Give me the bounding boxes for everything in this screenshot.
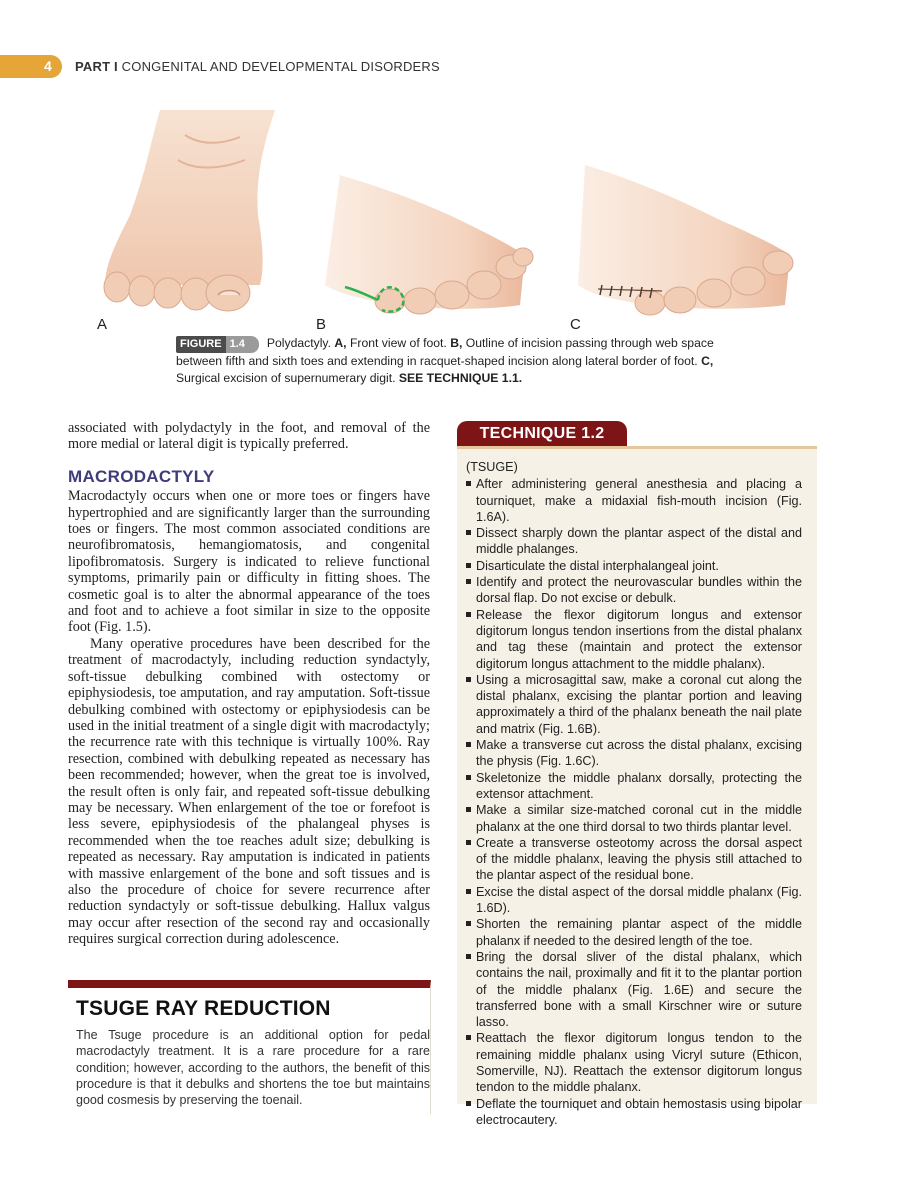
macrodactyly-paragraph-2: Many operative procedures have been described for the treatment of macrodactyly, including reduction syndactyly, soft-tissue debulking combined with ostectomy or epiphysiodesis, toe amputation, and ray amputation. Soft-tissue debulking combined with ostectomy or epiphysiodesis can be used in the initial treatment of a single digit with macrodactyly; the recurrence rate with this technique is virtually 100%. Ray resection, combined with debulking repeated as necessary has been recommended; however, when the great toe is involved, the result often is only fair, and repeated soft-tissue debulking may be necessary. When enlargement of the toe or forefoot is less severe, epiphysiodesis of the phalangeal physes is recommended when the toe reaches adult size; debulking is repeated as necessary. Ray amputation is indicated in patients with massive enlargement of the bone and soft tissues and is also the procedure of choice for severe recurrence after reduction syndactyly or soft-tissue debulking. Hallux valgus may occur after resection of the second ray and occasionally requires surgical correction during adolescence.	[68, 635, 430, 948]
tsuge-box-title: TSUGE RAY REDUCTION	[76, 997, 331, 1020]
section-heading-macrodactyly: MACRODACTYLY	[68, 466, 215, 486]
foot-illustration	[90, 105, 810, 330]
technique-step: Create a transverse osteotomy across the dorsal aspect of the middle phalanx, leaving the physis still attached to the plantar aspect of the residual bone.	[466, 835, 802, 884]
intro-paragraph: associated with polydactyly in the foot, and removal of the more medial or lateral digit is typically preferred.	[68, 420, 430, 453]
technique-step: Excise the distal aspect of the dorsal middle phalanx (Fig. 1.6D).	[466, 884, 802, 917]
technique-steps	[466, 476, 802, 1128]
technique-step: Make a similar size-matched coronal cut in the middle phalanx at the one third dorsal to two thirds plantar level.	[466, 802, 802, 835]
macrodactyly-paragraph-1: Macrodactyly occurs when one or more toes or fingers have hypertrophied and are significantly larger than the surrounding toes or fingers. The most common associated conditions are neurofibromatosis, hemangiomatosis, and congenital lipofibromatosis. Surgery is indicated to relieve functional symptoms, primarily pain or difficulty in fitting shoes. The cosmetic goal is to alter the abnormal appearance of the toes and foot and to achieve a foot similar in size to the opposite foot (Fig. 1.5).	[68, 488, 430, 636]
figure-badge: FIGURE	[176, 336, 226, 353]
panel-label-c: C	[570, 316, 581, 333]
part-label: PART I	[75, 59, 118, 74]
technique-step: Release the flexor digitorum longus and extensor digitorum longus tendon insertions from the distal phalanx and tag these (maintain and protect the extensor digitorum longus attachment to the middle phalanx).	[466, 607, 802, 672]
technique-step: Using a microsagittal saw, make a coronal cut along the distal phalanx, excising the plantar portion and leaving approximately a third of the phalanx beneath the nail plate and matrix (Fig. 1.6B).	[466, 672, 802, 737]
technique-step: Disarticulate the distal interphalangeal joint.	[466, 558, 802, 574]
panel-label-a: A	[97, 316, 108, 333]
caption-b-label: B,	[450, 336, 463, 350]
caption-c-label: C,	[701, 354, 714, 368]
technique-step: Dissect sharply down the plantar aspect of the distal and middle phalanges.	[466, 525, 802, 558]
technique-step: Deflate the tourniquet and obtain hemostasis using bipolar electrocautery.	[466, 1096, 802, 1129]
part-title: CONGENITAL AND DEVELOPMENTAL DISORDERS	[121, 59, 440, 74]
technique-tab: TECHNIQUE 1.2	[457, 421, 627, 446]
page-number: 4	[44, 58, 52, 74]
caption-c-text: Surgical excision of supernumerary digit.	[176, 371, 399, 385]
caption-technique-ref: SEE TECHNIQUE 1.1.	[398, 371, 523, 385]
technique-step: After administering general anesthesia and placing a tourniquet, make a midaxial fish-mouth incision (Fig. 1.6A).	[466, 476, 802, 525]
technique-content	[466, 459, 802, 1128]
running-head	[75, 59, 440, 74]
figure-caption	[176, 335, 716, 387]
technique-step: Bring the dorsal sliver of the distal phalanx, which contains the nail, proximally and fit it to the plantar portion of the middle phalanx (Fig. 1.6E) and secure the transferred bone with a small Kirschner wire or suture lasso.	[466, 949, 802, 1030]
technique-step: Skeletonize the middle phalanx dorsally, protecting the extensor attachment.	[466, 770, 802, 803]
technique-subtitle: (TSUGE)	[466, 460, 518, 474]
technique-step: Reattach the flexor digitorum longus tendon to the remaining middle phalanx using Vicryl suture (Ethicon, Somerville, NJ). Reattach the extensor digitorum longus tendon to the middle phalanx.	[466, 1030, 802, 1095]
technique-step: Shorten the remaining plantar aspect of the middle phalanx if needed to the desired length of the toe.	[466, 916, 802, 949]
technique-step: Identify and protect the neurovascular bundles within the dorsal flap. Do not excise or debulk.	[466, 574, 802, 607]
caption-a-label: A,	[334, 336, 347, 350]
panel-b-foot	[325, 175, 533, 314]
caption-lead: Polydactyly.	[266, 336, 335, 350]
technique-step: Make a transverse cut across the distal phalanx, excising the physis (Fig. 1.6C).	[466, 737, 802, 770]
caption-b-text: Outline of incision passing through web space between fifth and sixth toes and extending in racquet-shaped incision along lateral border of foot.	[176, 336, 714, 368]
panel-c-foot	[578, 165, 793, 315]
tsuge-box-text: The Tsuge procedure is an additional option for pedal macrodactyly treatment. It is a rare procedure for a rare condition; however, according to the authors, the benefit of this procedure is that it debulks and shortens the toe but maintains good cosmesis by preserving the toenail.	[76, 1028, 430, 1108]
left-column	[68, 420, 430, 948]
panel-a-foot	[104, 110, 275, 311]
tsuge-sidebar-box	[68, 980, 431, 1114]
figure-number: 1.4	[226, 336, 259, 353]
panel-label-b: B	[316, 316, 327, 333]
page-number-tab	[0, 55, 62, 78]
caption-a-text: Front view of foot.	[346, 336, 451, 350]
